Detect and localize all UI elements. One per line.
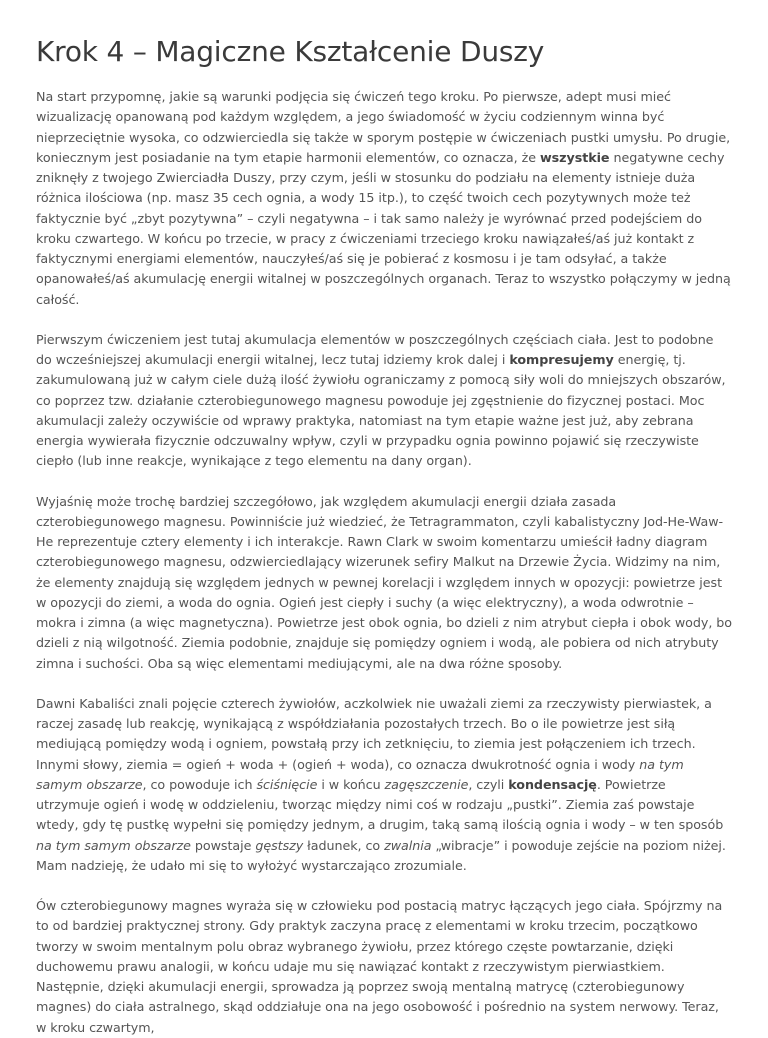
italic-text: na tym samym obszarze <box>36 837 191 853</box>
text-run: . Powietrze utrzymuje ogień i wodę w oddzieleniu, tworząc między nimi coś w rodzaju „pustki”. Ziemia zaś powstaje wtedy, gdy tę pustkę wypełni się pomiędzy jednym, a drugim, taką samą ilością ognia i wody – w ten sposób <box>36 776 724 833</box>
text-run: negatywne cechy zniknęły z twojego Zwierciadła Duszy, przy czym, jeśli w stosunku do podziału na elementy istnieje duża różnica ilościowa (np. masz 35 cech ognia, a wody 15 itp.), to część twoich cech pozytywnych może też faktycznie być „zbyt pozytywna” – czyli negatywna – i tak samo należy je wyrównać przed podejściem do kroku czwartego. W końcu po trzecie, w pracy z ćwiczeniami trzeciego kroku nawiązałeś/aś już kontakt z faktycznymi energiami elementów, nauczyłeś/aś się je pobierać z kosmosu i je tam odsyłać, a także opanowałeś/aś akumulację energii witalnej w poszczególnych organach. Teraz to wszystko połączymy w jedną całość. <box>36 149 731 307</box>
text-run: Wyjaśnię może trochę bardziej szczegółowo, jak względem akumulacji energii działa zasada czterobiegunowego magnesu. Powinniście już wiedzieć, że Tetragrammaton, czyli kabalistyczny Jod-He-Waw-He reprezentuje cztery elementy i ich interakcje. Rawn Clark w swoim komentarzu umieścił ładny diagram czterobiegunowego magnesu, odzwierciedlający wizerunek sefiry Malkut na Drzewie Życia. Widzimy na nim, że elementy znajdują się względem jednych w pewnej korelacji i względem innych w opozycji: powietrze jest w opozycji do ziemi, a woda do ognia. Ogień jest ciepły i suchy (a więc elektryczny), a woda odwrotnie – mokra i zimna (a więc magnetyczna). Powietrze jest obok ognia, bo dzieli z nim atrybut ciepła i obok wody, bo dzieli z nią wilgotność. Ziemia podobnie, znajduje się pomiędzy ogniem i wodą, ale pobiera od nich atrybuty zimna i suchości. Oba są więc elementami mediującymi, ale na dwa różne sposoby. <box>36 493 733 671</box>
italic-text: zwalnia <box>384 837 432 853</box>
text-run: , czyli <box>468 776 509 792</box>
bold-text: kompresujemy <box>509 352 614 367</box>
text-run: energię, tj. zakumulowaną już w całym ciele dużą ilość żywiołu ograniczamy z pomocą siły woli do mniejszych obszarów, co poprzez tzw. działanie czterobiegunowego magnesu powoduje jej zgęstnienie do fizycznej postaci. Moc akumulacji zależy oczywiście od wprawy praktyka, natomiast na tym etapie ważne jest już, aby zebrana energia wywierała fizycznie odczuwalny wpływ, czyli w przypadku ognia powinno pojawić się rzeczywiste ciepło (lub inne reakcje, wynikające z tego elementu na dany organ). <box>36 352 726 469</box>
italic-text: gęstszy <box>255 837 304 853</box>
italic-text: ściśnięcie <box>256 776 318 792</box>
text-run: Ów czterobiegunowy magnes wyraża się w człowieku pod postacią matryc łączących jego ciała. Spójrzmy na to od bardziej praktycznej strony. Gdy praktyk zaczyna pracę z elementami w kroku trzecim, początkowo tworzy w swoim mentalnym polu obraz wybranego żywiołu, przez którego częste powtarzanie, dzięki duchowemu prawu analogii, w końcu udaje mu się nawiązać kontakt z rzeczywistym pierwiastkiem. Następnie, dzięki akumulacji energii, sprowadza ją poprzez swoją mentalną matrycę (czterobiegunowy magnes) do ciała astralnego, skąd oddziałuje ona na jego osobowość i pośrednio na system nerwowy. Teraz, w kroku czwartym, <box>36 898 723 1035</box>
article-page <box>36 0 733 1038</box>
paragraph <box>36 896 733 1038</box>
bold-text: kondensację <box>508 776 597 792</box>
text-run: powstaje <box>190 837 256 853</box>
bold-text: wszystkie <box>539 149 610 165</box>
page-title: Krok 4 – Magiczne Kształcenie Duszy <box>36 35 545 68</box>
text-run: i w końcu <box>317 776 385 792</box>
paragraph <box>36 694 733 876</box>
article-body <box>36 87 733 1038</box>
text-run: Na start przypomnę, jakie są warunki podjęcia się ćwiczeń tego kroku. Po pierwsze, adept musi mieć wizualizację opanowaną pod każdym względem, a jego świadomość w życiu codziennym winna być nieprzeciętnie wysoka, co odzwierciedla się także w sporym postępie w ćwiczeniach pustki umysłu. Po drugie, koniecznym jest posiadanie na tym etapie harmonii elementów, co oznacza, że <box>36 89 731 165</box>
text-run: Pierwszym ćwiczeniem jest tutaj akumulacja elementów w poszczególnych częściach ciała. Jest to podobne do wcześniejszej akumulacji energii witalnej, lecz tutaj idziemy krok dalej i <box>36 331 714 367</box>
text-run: , co powoduje ich <box>142 776 257 792</box>
italic-text: zagęszczenie <box>384 776 469 792</box>
text-run: „wibracje” i powoduje zejście na poziom niżej. Mam nadzieję, że udało mi się to wyłożyć wystarczająco zrozumiale. <box>36 837 726 873</box>
text-run: ładunek, co <box>303 837 385 853</box>
text-run: Dawni Kabaliści znali pojęcie czterech żywiołów, aczkolwiek nie uważali ziemi za rzeczywisty pierwiastek, a raczej zasadę lub reakcję, wynikającą z współdziałania pozostałych trzech. Bo o ile powietrze jest siłą mediującą pomiędzy wodą i ogniem, powstałą przy ich zetknięciu, to ziemia jest połączeniem ich trzech. Innymi słowy, ziemia = ogień + woda + (ogień + woda), co oznacza dwukrotność ognia i wody <box>36 695 712 772</box>
paragraph <box>36 87 733 310</box>
italic-text: na tym samym obszarze <box>36 756 684 792</box>
paragraph <box>36 330 733 472</box>
paragraph <box>36 492 733 674</box>
